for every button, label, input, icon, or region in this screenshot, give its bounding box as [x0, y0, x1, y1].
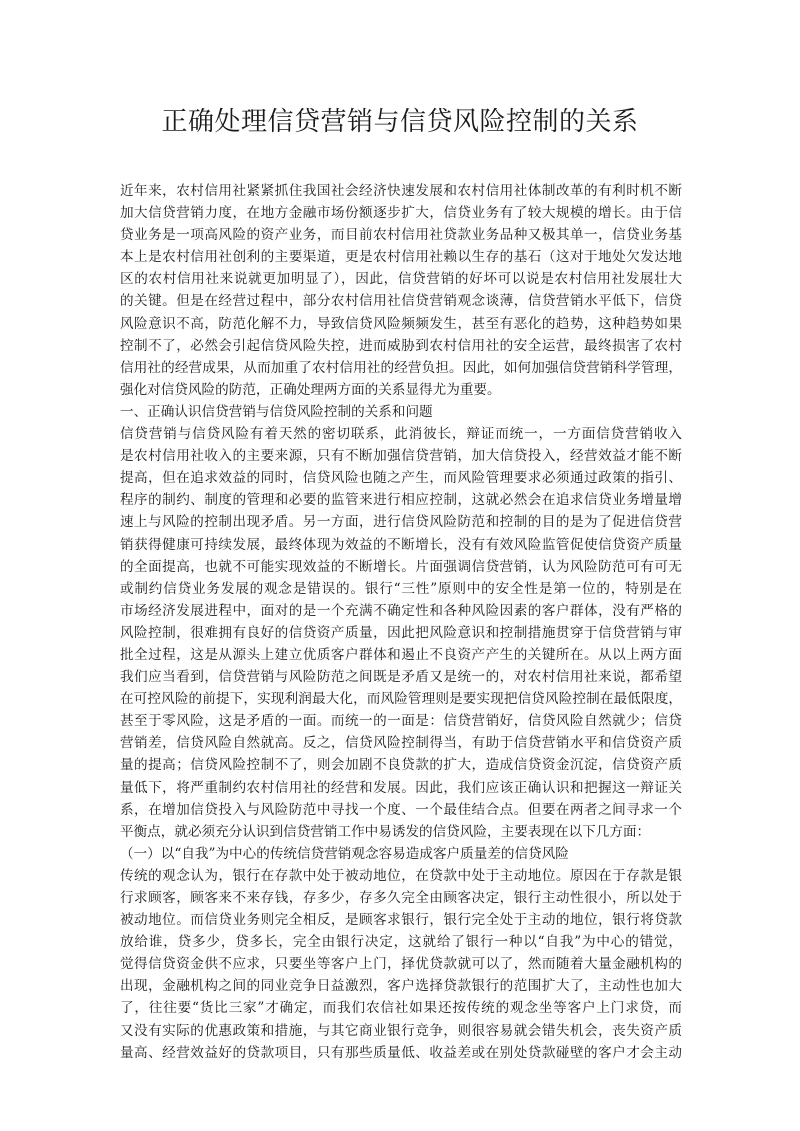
- text-line: 销获得健康可持续发展，最终体现为效益的不断增长，没有有效风险监管促使信贷资产质量: [120, 536, 682, 553]
- text-line: 甚至于零风险，这是矛盾的一面。而统一的一面是：信贷营销好，信贷风险自然就少；信贷: [120, 713, 682, 730]
- text-line: 出现，金融机构之间的同业竞争日益激烈，客户选择贷款银行的范围扩大了，主动性也加大: [120, 978, 682, 995]
- text-line: 量的提高；信贷风险控制不了，则会加剧不良贷款的扩大，造成信贷资金沉淀，信贷资产质: [120, 757, 682, 774]
- text-line: 本上是农村信用社创利的主要渠道，更是农村信用社赖以生存的基石（这对于地处欠发达地: [120, 249, 682, 266]
- text-line: 是农村信用社收入的主要来源，只有不断加强信贷营销，加大信贷投入，经营效益才能不断: [120, 448, 682, 465]
- text-line: 平衡点，就必须充分认识到信贷营销工作中易诱发的信贷风险，主要表现在以下几方面：: [120, 823, 651, 840]
- text-line: 贷业务是一项高风险的资产业务，而目前农村信用社贷款业务品种又极其单一，信贷业务基: [120, 227, 682, 244]
- text-line: 信贷营销与信贷风险有着天然的密切联系，此消彼长，辩证而统一，一方面信贷营销收入: [120, 426, 682, 443]
- text-line: 量高、经营效益好的贷款项目，只有那些质量低、收益差或在别处贷款碰壁的客户才会主动: [120, 1044, 682, 1061]
- text-line: 强化对信贷风险的防范，正确处理两方面的关系显得尤为重要。: [120, 381, 501, 398]
- text-line: 我们应当看到，信贷营销与风险防范之间既是矛盾又是统一的，对农村信用社来说，都希望: [120, 669, 682, 686]
- text-line: 觉得信贷资金供不应求，只要坐等客户上门，择优贷款就可以了，然而随着大量金融机构的: [120, 956, 682, 973]
- text-line: 信用社的经营成果，从而加重了农村信用社的经营负担。因此，如何加强信贷营销科学管理，: [120, 359, 682, 376]
- text-line: 行求顾客，顾客来不来存钱，存多少，存多久完全由顾客决定，银行主动性很小，所以处于: [120, 890, 682, 906]
- text-line: 的全面提高，也就不可能实现效益的不断增长。片面强调信贷营销，认为风险防范可有可无: [120, 558, 682, 575]
- text-line: 系，在增加信贷投入与风险防范中寻找一个度、一个最佳结合点。但要在两者之间寻求一个: [120, 801, 682, 818]
- text-line: 的关键。但是在经营过程中，部分农村信用社信贷营销观念谈薄，信贷营销水平低下，信贷: [120, 293, 682, 310]
- text-line: 又没有实际的优惠政策和措施，与其它商业银行竞争，则很容易就会错失机会，丧失资产质: [120, 1022, 682, 1039]
- text-line: 提高，但在追求效益的同时，信贷风险也随之产生，而风险管理要求必须通过政策的指引、: [120, 470, 682, 487]
- text-line: 或制约信贷业务发展的观念是错误的。银行“三性”原则中的安全性是第一位的，特别是在: [120, 580, 682, 597]
- text-line: 速上与风险的控制出现矛盾。另一方面，进行信贷风险防范和控制的目的是为了促进信贷营: [120, 514, 682, 531]
- text-line: 在可控风险的前提下，实现利润最大化，而风险管理则是要实现把信贷风险控制在最低限度，: [120, 691, 682, 708]
- text-line: 被动地位。而信贷业务则完全相反，是顾客求银行，银行完全处于主动的地位，银行将贷款: [120, 912, 682, 929]
- text-line: 了，往往要“货比三家”才确定，而我们农信社如果还按传统的观念坐等客户上门求贷，而: [120, 1000, 682, 1017]
- text-line: 风险控制，很难拥有良好的信贷资产质量，因此把风险意识和控制措施贯穿于信贷营销与审: [120, 624, 682, 641]
- text-line: 近年来，农村信用社紧紧抓住我国社会经济快速发展和农村信用社体制改革的有利时机不断: [120, 183, 682, 199]
- document-body: [120, 180, 682, 1064]
- text-line: 放给谁，贷多少，贷多长，完全由银行决定，这就给了银行一种以“自我”为中心的错觉，: [120, 934, 682, 951]
- text-line: （一）以“自我”为中心的传统信贷营销观念容易造成客户质量差的信贷风险: [120, 845, 569, 862]
- text-line: 一、正确认识信贷营销与信贷风险控制的关系和问题: [120, 403, 433, 420]
- text-line: 控制不了，必然会引起信贷风险失控，进而威胁到农村信用社的安全运营，最终损害了农村: [120, 337, 682, 354]
- text-line: 区的农村信用社来说就更加明显了），因此，信贷营销的好坏可以说是农村信用社发展壮大: [120, 271, 682, 288]
- document-title: 正确处理信贷营销与信贷风险控制的关系: [161, 107, 639, 137]
- text-line: 加大信贷营销力度，在地方金融市场份额逐步扩大，信贷业务有了较大规模的增长。由于信: [120, 205, 682, 222]
- text-line: 营销差，信贷风险自然就高。反之，信贷风险控制得当，有助于信贷营销水平和信贷资产质: [120, 735, 682, 752]
- text-line: 市场经济发展进程中，面对的是一个充满不确定性和各种风险因素的客户群体，没有严格的: [120, 602, 682, 619]
- text-line: 传统的观念认为，银行在存款中处于被动地位，在贷款中处于主动地位。原因在于存款是银: [120, 867, 682, 884]
- text-line: 量低下，将严重制约农村信用社的经营和发展。因此，我们应该正确认识和把握这一辩证关: [120, 779, 682, 796]
- text-line: 批全过程，这是从源头上建立优质客户群体和遏止不良资产产生的关键所在。从以上两方面: [120, 646, 682, 663]
- text-line: 程序的制约、制度的管理和必要的监管来进行相应控制，这就必然会在追求信贷业务增量增: [120, 492, 682, 509]
- text-line: 风险意识不高，防范化解不力，导致信贷风险频频发生，甚至有恶化的趋势，这种趋势如果: [120, 315, 682, 332]
